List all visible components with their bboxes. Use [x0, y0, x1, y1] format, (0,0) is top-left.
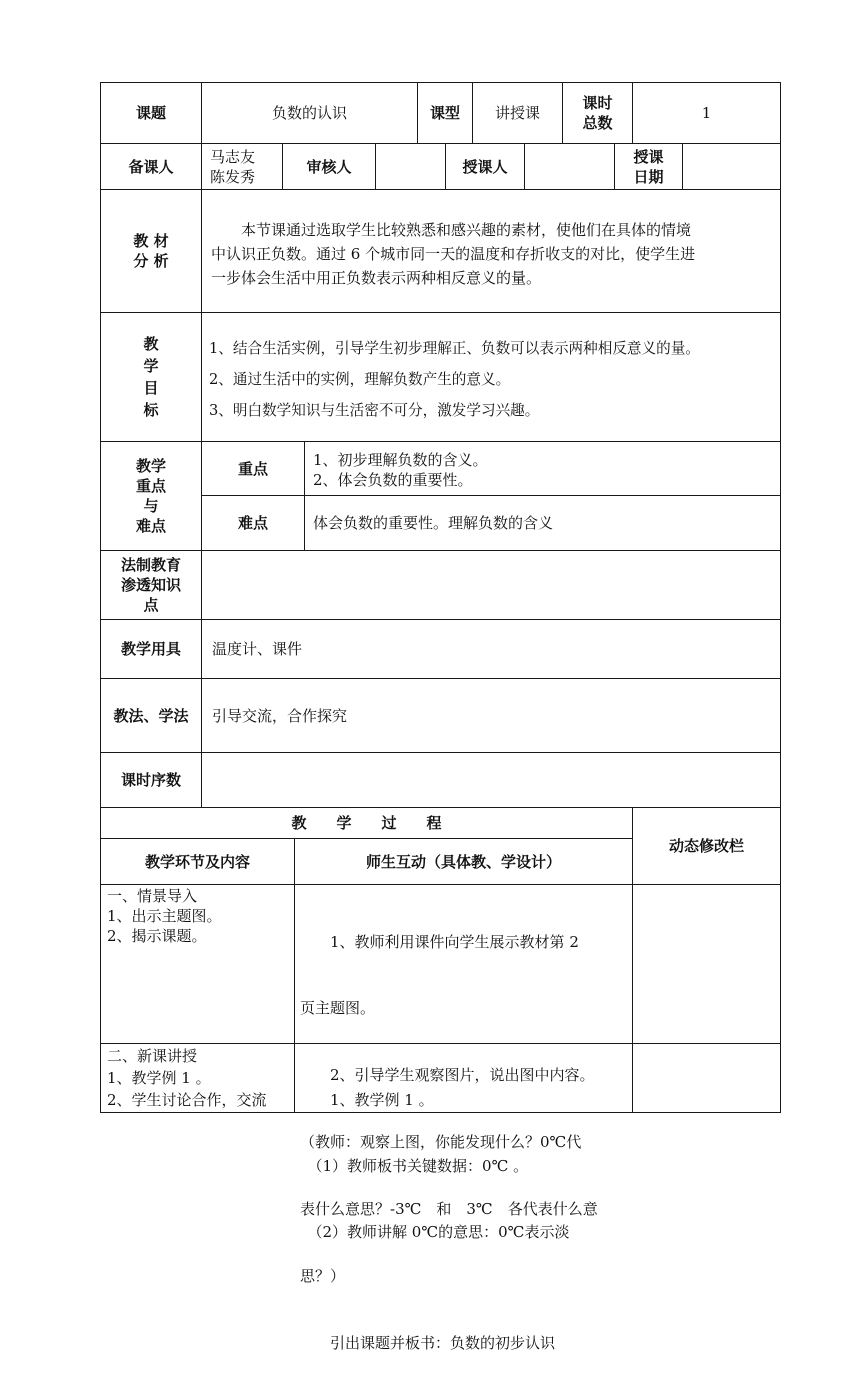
- topic-value: 负数的认识: [271, 104, 347, 122]
- objective-item: 3、明白数学知识与生活密不可分，激发学习兴趣。: [209, 402, 540, 419]
- process-content-header: 教学环节及内容: [144, 852, 250, 871]
- total-hours-label-line: 课时: [582, 94, 613, 112]
- teaching-tools-label: 教学用具: [120, 640, 181, 658]
- teacher-value: [525, 144, 614, 189]
- key-difficult-label: [101, 442, 201, 550]
- interaction-line: 思？）: [300, 1267, 346, 1286]
- revision-column-header: 动态修改栏: [668, 837, 744, 855]
- lesson-date-value: [683, 144, 780, 189]
- process-step-intro: [107, 886, 292, 946]
- preparer-label: 备课人: [128, 157, 174, 176]
- key-point-label: 重点: [237, 459, 268, 478]
- total-hours-value: 1: [701, 104, 712, 122]
- topic-label: 课题: [135, 104, 166, 122]
- reviewer-value: [376, 144, 445, 189]
- objectives-label-char: 标: [143, 401, 159, 419]
- interaction-line: （2）教师讲解 0℃的意思：0℃表示淡: [300, 1223, 570, 1241]
- lesson-sequence-value: [202, 753, 780, 807]
- interaction-line: （教师：观察上图，你能发现什么？0℃代: [300, 1133, 582, 1152]
- interaction-line: （1）教师板书关键数据：0℃ 。: [300, 1157, 529, 1175]
- preparer-name: 陈发秀: [210, 167, 256, 186]
- material-analysis-label-line: 分 析: [133, 252, 169, 270]
- teaching-methods-label: 教法、学法: [113, 706, 189, 725]
- material-analysis-text: [211, 220, 776, 292]
- teaching-objectives-label: [101, 313, 201, 441]
- objectives-label-char: 教: [143, 335, 159, 353]
- key-difficult-label-line: 与: [143, 497, 159, 515]
- teacher-label: 授课人: [462, 157, 508, 176]
- key-difficult-label-line: 教学: [135, 457, 166, 475]
- teaching-process-title: 教 学 过 程: [291, 814, 442, 832]
- teaching-methods-value: 引导交流，合作探究: [212, 706, 348, 725]
- rule: [100, 884, 781, 885]
- process-step-line: 1、出示主题图。: [107, 907, 222, 925]
- key-point-item: 2、体会负数的重要性。: [313, 471, 473, 489]
- preparer-names: [202, 144, 282, 189]
- analysis-line: 本节课通过选取学生比较熟悉和感兴趣的素材，使他们在具体的情境: [211, 221, 692, 239]
- difficult-point-label: 难点: [237, 514, 268, 532]
- legal-education-label-line: 法制教育: [120, 556, 181, 574]
- key-difficult-label-line: 难点: [135, 517, 166, 535]
- rule: [100, 312, 781, 313]
- objectives-label-char: 学: [143, 357, 159, 375]
- material-analysis-label-line: 教 材: [133, 232, 169, 250]
- objectives-label-char: 目: [143, 379, 159, 397]
- analysis-line: 一步体会生活中用正负数表示两种相反意义的量。: [211, 269, 542, 287]
- process-step-line: 2、学生讨论合作，交流: [107, 1091, 267, 1109]
- process-step-line: 2、揭示课题。: [107, 927, 207, 945]
- preparer-name: 马志友: [210, 147, 256, 166]
- legal-education-label-line: 点: [143, 596, 159, 614]
- process-step-line: 一、情景导入: [107, 887, 198, 905]
- analysis-line: 中认识正负数。通过 6 个城市同一天的温度和存折收支的对比，使学生进: [211, 245, 696, 263]
- key-difficult-label-line: 重点: [135, 477, 166, 495]
- interaction-line: 1、教学例 1 。: [300, 1091, 434, 1109]
- interaction-line: 页主题图。: [300, 999, 376, 1018]
- total-hours-label: [563, 83, 632, 143]
- legal-education-label: [101, 551, 201, 619]
- lesson-type-value: 讲授课: [494, 104, 540, 122]
- key-point-item: 1、初步理解负数的含义。: [313, 451, 488, 469]
- objective-item: 1、结合生活实例，引导学生初步理解正、负数可以表示两种相反意义的量。: [209, 340, 700, 357]
- rule: [100, 189, 781, 190]
- lesson-type-label: 课型: [429, 104, 460, 122]
- lesson-date-label: [615, 144, 682, 189]
- teaching-tools-value: 温度计、课件: [212, 640, 303, 658]
- process-step-new-lesson: [107, 1045, 292, 1111]
- legal-education-label-line: 渗透知识: [120, 576, 181, 594]
- process-step-line: 1、教学例 1 。: [107, 1069, 211, 1087]
- interaction-line: 引出课题并板书：负数的初步认识: [300, 1333, 556, 1352]
- difficult-point-value: 体会负数的重要性。理解负数的含义: [313, 514, 554, 532]
- material-analysis-label: [101, 190, 201, 312]
- objectives-list: [209, 339, 779, 432]
- lesson-date-label-line: 日期: [633, 167, 664, 186]
- reviewer-label: 审核人: [306, 157, 352, 176]
- lesson-sequence-label: 课时序数: [120, 771, 181, 789]
- interaction-new-lesson: [300, 1045, 630, 1287]
- key-point-list: [313, 450, 773, 490]
- interaction-design-header: 师生互动（具体教、学设计）: [365, 852, 561, 871]
- total-hours-label-line: 总数: [582, 114, 613, 132]
- interaction-line: 2、引导学生观察图片，说出图中内容。: [300, 1066, 595, 1085]
- lesson-date-label-line: 授课: [633, 147, 664, 166]
- rule-right: [780, 82, 781, 1113]
- objective-item: 2、通过生活中的实例，理解负数产生的意义。: [209, 371, 511, 388]
- legal-education-value: [202, 551, 780, 619]
- process-step-line: 二、新课讲授: [107, 1047, 198, 1065]
- interaction-line: 1、教师利用课件向学生展示教材第 2: [300, 932, 579, 951]
- interaction-line: 表什么意思？-3℃ 和 3℃ 各代表什么意: [300, 1200, 598, 1219]
